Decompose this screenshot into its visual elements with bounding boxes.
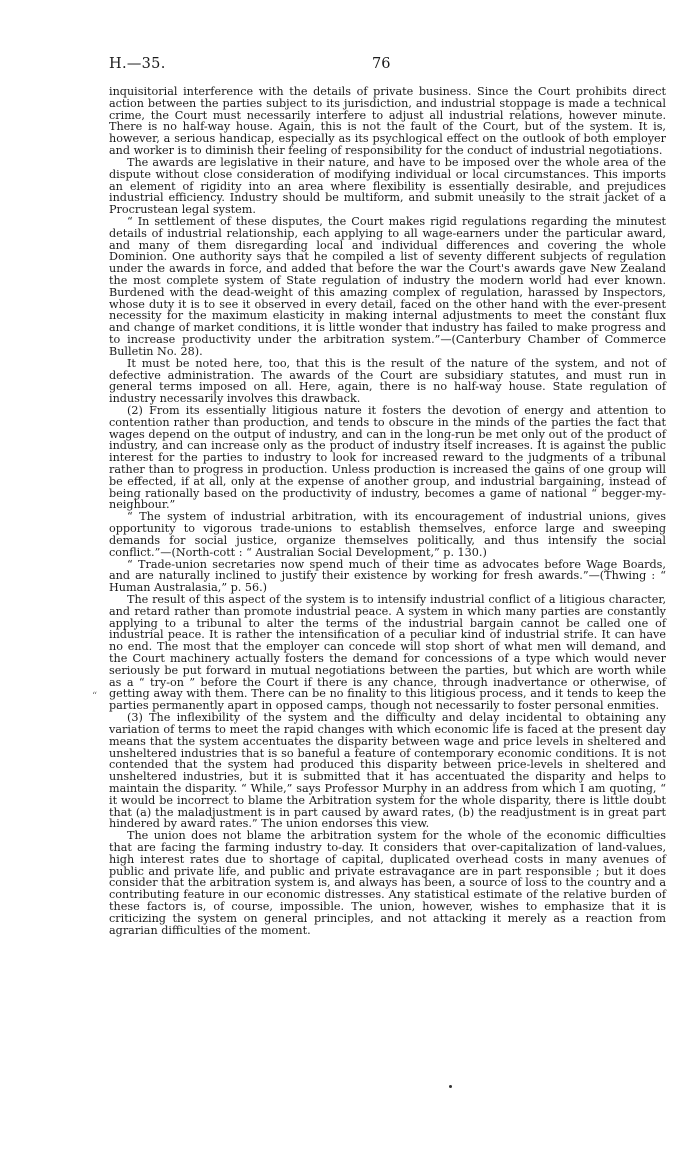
margin-mark: “ [92, 691, 98, 702]
paragraph-9: (3) The inflexibility of the system and the difficulty and delay incidental to obtaining any variation of terms to meet the rapid changes with which economic life is faced at the present day means that the system accentuates the disparity between wage and price levels in sheltered and unsheltered industries that is so baneful a feature of contemporary economic conditions. It is not contended that the system had produced this disparity between price-levels in sheltered and unsheltered industries, but it is submitted that it has accentuated the disparity and helps to maintain the disparity. “ While,” says Professor Murphy in an address from which I am quoting, “ it would be incorrect to blame the Arbitration system for the whole disparity, there is little doubt that (a) the maladjustment is in part caused by award rates, (b) the readjustment is in great part hindered by award rates.” The union endorses this view. [109, 711, 666, 831]
paragraph-2: The awards are legislative in their nature, and have to be imposed over the whole area of the dispute without close consideration of modifying individual or local circumstances. This imports an element of rigidity into an area where flexibility is essentially desirable, and prejudices industrial efficiency. Industry should be multiform, and submit uneasily to the strait jacket of a Procrustean legal system. [109, 155, 666, 217]
report-reference: H.—35. [109, 56, 166, 72]
paragraph-7: “ Trade-union secretaries now spend much of their time as advocates before Wage Boards, and are naturally inclined to justify their existence by working for fresh awards.”—(Thwing : “ Human Australasia,” p. 56.) [109, 557, 666, 595]
paragraph-6: “ The system of industrial arbitration, with its encouragement of industrial unions, gives opportunity to vigorous trade-unions to establish themselves, enforce large and sweeping demands for social justice, organize themselves politically, and thus intensify the social conflict.”—(North-cott : “ Australian Social Development,” p. 130.) [109, 510, 666, 559]
page-number: 76 [372, 56, 391, 72]
body-text [109, 86, 666, 937]
paragraph-3: “ In settlement of these disputes, the Court makes rigid regulations regarding the minutest details of industrial relationship, each applying to all wage-earners under the particular award, and many of them disregarding local and individual differences and covering the whole Dominion. One authority says that he compiled a list of seventy different subjects of regulation under the awards in force, and added that before the war the Court's awards gave New Zealand the most complete system of State regulation of industry the modern world had ever known. Burdened with the dead-weight of this amazing complex of regulation, harassed by Inspectors, whose duty it is to see it observed in every detail, faced on the other hand with the ever-present necessity for the maximum elasticity in making internal adjustments to meet the constant flux and change of market conditions, it is little wonder that industry has failed to make progress and to increase productivity under the arbitration system.”—(Canterbury Chamber of Commerce Bulletin No. 28). [109, 214, 666, 358]
paragraph-8: The result of this aspect of the system is to intensify industrial conflict of a litigious character, and retard rather than promote industrial peace. A system in which many parties are constantly applying to a tribunal to alter the terms of the industrial bargain cannot be called one of industrial peace. It is rather the intensification of a peculiar kind of industrial strife. It can have no end. The most that the employer can concede will stop short of what men will demand, and the Court machinery actually fosters the demand for concessions of a type which would never seriously be put forward in mutual negotiations between the parties, but which are worth while as a “ try-on ” before the Court if there is any chance, through inadvertance or otherwise, of getting away with them. There can be no finality to this litigious process, and it tends to keep the parties permanently apart in opposed camps, though not necessarily to foster personal enmities. [109, 592, 666, 713]
page-header [109, 56, 613, 76]
paragraph-1: inquisitorial interference with the details of private business. Since the Court prohibits direct action between the parties subject to its jurisdiction, and industrial stoppage is made a technical crime, the Court must necessarily interfere to adjust all industrial relations, however minute. There is no half-way house. Again, this is not the fault of the Court, but of the system. It is, however, a serious handicap, especially as its psychlogical effect on the outlook of both employer and worker is to diminish their feeling of responsibility for the conduct of industrial negotiations. [109, 85, 666, 158]
page-dot [449, 1085, 452, 1088]
paragraph-5: (2) From its essentially litigious nature it fosters the devotion of energy and attention to contention rather than production, and tends to obscure in the minds of the parties the fact that wages depend on the output of industry, and can in the long-run be met only out of the product of industry, and can increase only as the product of industry itself increases. It is against the public interest for the parties to industry to look for increased reward to the judgments of a tribunal rather than to progress in production. Unless production is increased the gains of one group will be effected, if at all, only at the expense of another group, and industrial bargaining, instead of being rationally based on the productivity of industry, becomes a game of national “ begger-my-neighbour.” [109, 403, 666, 512]
paragraph-4: It must be noted here, too, that this is the result of the nature of the system, and not of defective administration. The awards of the Court are subsidiary statutes, and must run in general terms imposed on all. Here, again, there is no half-way house. State regulation of industry necessarily involves this drawback. [109, 356, 666, 406]
paragraph-10: The union does not blame the arbitration system for the whole of the economic difficulties that are facing the farming industry to-day. It considers that over-capitalization of land-values, high interest rates due to shortage of capital, duplicated overhead costs in many avenues of public and private life, and public and private estravagance are in part responsible ; but it does consider that the arbitration system is, and always has been, a source of loss to the country and a contributing feature in our economic distresses. Any statistical estimate of the relative burden of these factors is, of course, impossible. The union, however, wishes to emphasize that it is criticizing the system on general principles, and not attacking it merely as a reaction from agrarian difficulties of the moment. [109, 829, 666, 937]
